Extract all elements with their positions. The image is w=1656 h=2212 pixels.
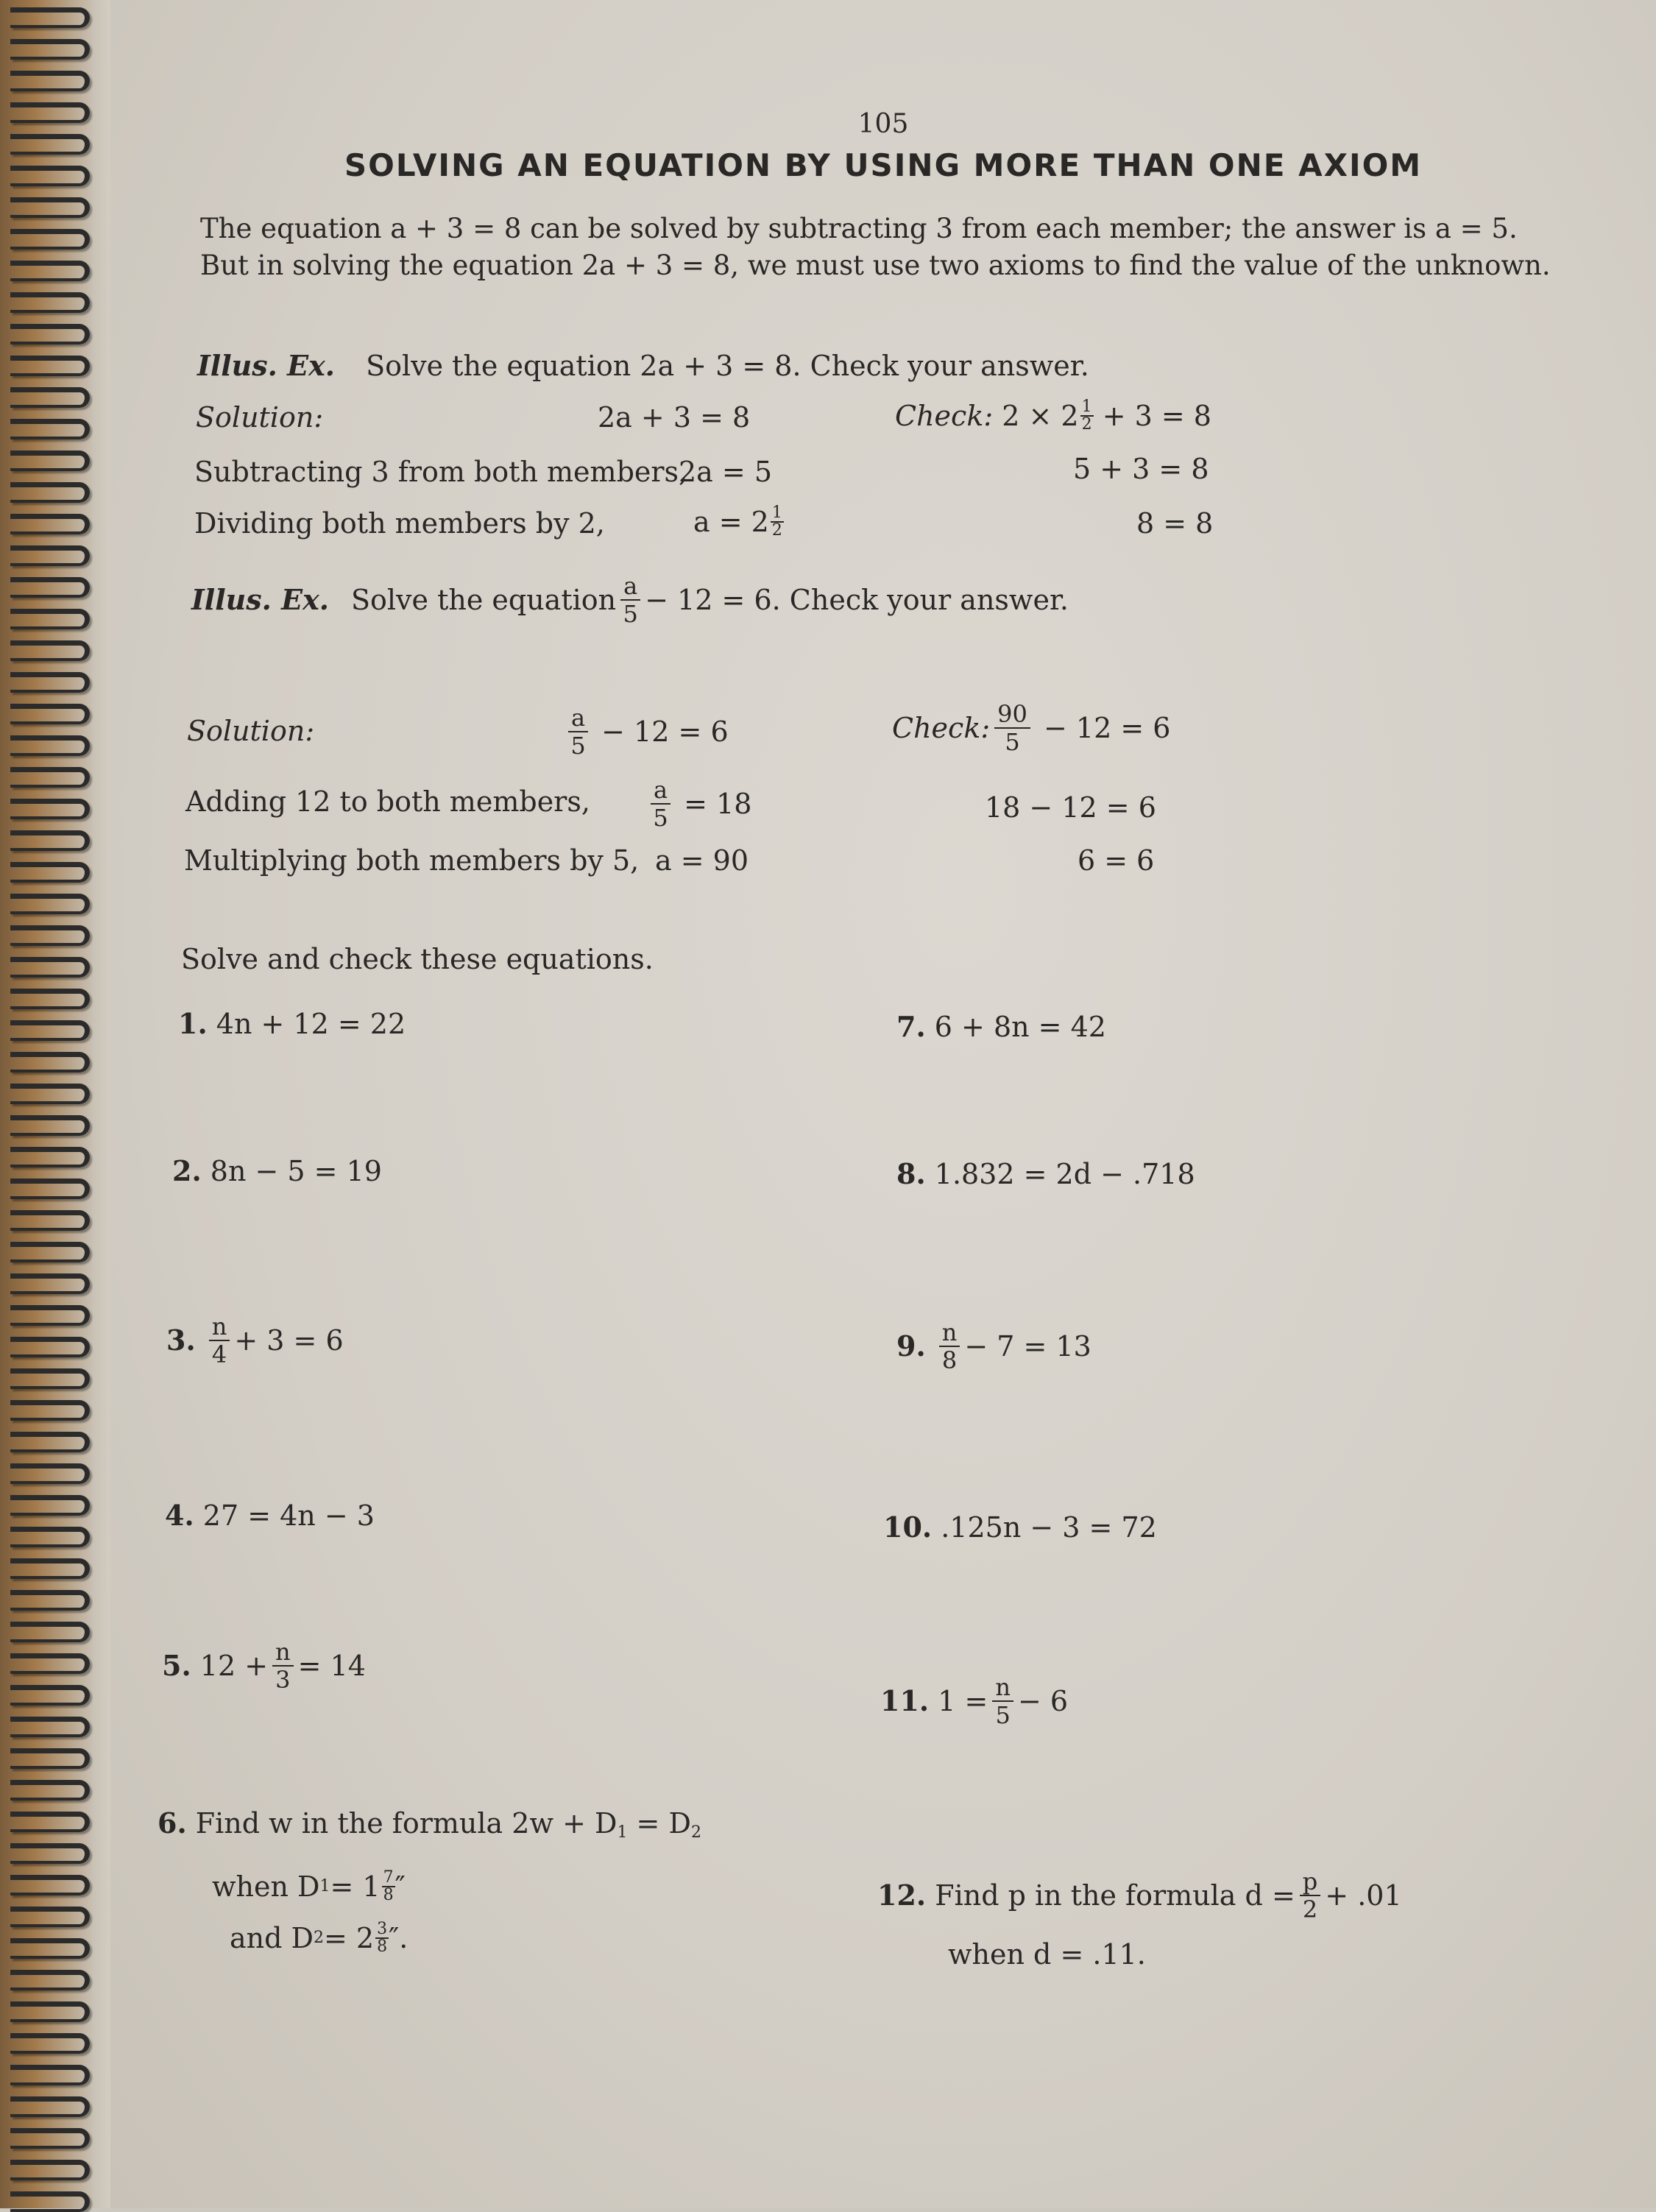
spiral-coil (10, 1495, 90, 1516)
spiral-coil (10, 387, 90, 408)
spiral-coil (10, 2191, 90, 2212)
spiral-coil (10, 1558, 90, 1579)
spiral-coil (10, 577, 90, 598)
spiral-coil (10, 1400, 90, 1421)
spiral-coil (10, 1717, 90, 1737)
spiral-coil (10, 1432, 90, 1452)
spiral-coil (10, 2001, 90, 2022)
spiral-coil (10, 799, 90, 819)
example-2-step3: Multiplying both members by 5, (184, 844, 640, 877)
example-2-eq3: a = 90 (655, 844, 749, 877)
spiral-coil (10, 1147, 90, 1167)
spiral-coil (10, 1052, 90, 1073)
spiral-coil (10, 2065, 90, 2085)
spiral-coil (10, 735, 90, 756)
exercise-7: 7. 6 + 8n = 42 (896, 1010, 1106, 1043)
exercise-12: 12. Find p in the formula d = $\frac{p}{2}$ + .01 (877, 1868, 1402, 1923)
exercise-9: 9. $\frac{n}{8}$ − 7 = 13 (896, 1318, 1091, 1374)
exercise-3: 3. $\frac{n}{4}$ + 3 = 6 (166, 1312, 344, 1368)
exercise-11: 11. 1 = $\frac{n}{5}$ − 6 (880, 1673, 1069, 1729)
spiral-coil (10, 1463, 90, 1484)
example-1-eq3: a = 2 $\frac{1}{2}$ (693, 503, 782, 540)
spiral-coil (10, 1305, 90, 1326)
spiral-coil (10, 1812, 90, 1832)
example-1-check-label: Check: (895, 400, 994, 432)
spiral-coil (10, 71, 90, 91)
spiral-coil (10, 1337, 90, 1357)
spiral-coil (10, 1875, 90, 1895)
spiral-coil (10, 672, 90, 693)
exercise-6-when-2: and D 2 = 2 $\frac{3}{8}$ ″. (230, 1920, 408, 1956)
spiral-coil (10, 1970, 90, 1990)
example-2-eq1: $\frac{a}{5}$ − 12 = 6 (564, 702, 729, 757)
spiral-coil (10, 1843, 90, 1864)
spiral-coil (10, 2128, 90, 2149)
exercise-8: 8. 1.832 = 2d − .718 (896, 1157, 1195, 1190)
spiral-coil (10, 1527, 90, 1547)
spiral-coil (10, 1179, 90, 1199)
example-2-eq2: $\frac{a}{5}$ = 18 (646, 774, 751, 830)
spiral-coil (10, 767, 90, 788)
spiral-coil (10, 1590, 90, 1611)
example-2: Illus. Ex. Solve the equation $\frac{a}{5}$ − 12 = 6. Check your answer. (191, 572, 1069, 628)
spiral-coil (10, 1938, 90, 1959)
exercises-heading: Solve and check these equations. (181, 943, 654, 975)
spiral-coil (10, 640, 90, 661)
example-1-eq2: 2a = 5 (679, 456, 773, 488)
spiral-coil (10, 609, 90, 629)
exercise-2: 2. 8n − 5 = 19 (172, 1154, 382, 1187)
example-1-solution-label: Solution: (196, 401, 324, 434)
example-2-check2: 18 − 12 = 6 (985, 791, 1156, 824)
spiral-coil (10, 229, 90, 250)
spiral-coil (10, 197, 90, 218)
exercise-6-when-1: when D 1 = 1 $\frac{7}{8}$ ″ (212, 1868, 406, 1904)
example-2-check-label: Check: (892, 712, 991, 744)
spiral-coil (10, 2033, 90, 2054)
spiral-coil (10, 1242, 90, 1262)
spiral-coil (10, 7, 90, 28)
spiral-coil (10, 2096, 90, 2117)
intro-line-2: But in solving the equation 2a + 3 = 8, we must use two axioms to find the value of the unknown. (200, 250, 1551, 281)
example-2-check1: Check: $\frac{90}{5}$ − 12 = 6 (892, 700, 1171, 756)
spiral-coil (10, 482, 90, 503)
spiral-coil (10, 1622, 90, 1642)
example-1-check3: 8 = 8 (1136, 507, 1214, 540)
spiral-coil (10, 545, 90, 566)
spiral-coil (10, 1273, 90, 1294)
example-2-step2: Adding 12 to both members, (185, 785, 590, 818)
example-2-solution-label: Solution: (187, 715, 315, 747)
example-2-check3: 6 = 6 (1078, 844, 1155, 877)
spiral-coil (10, 356, 90, 376)
spiral-coil (10, 1020, 90, 1041)
spiral-coil (10, 1115, 90, 1136)
spiral-coil (10, 1907, 90, 1927)
spiral-coil (10, 1653, 90, 1674)
spiral-coil (10, 989, 90, 1009)
exercise-5: 5. 12 + $\frac{n}{3}$ = 14 (162, 1638, 366, 1694)
spiral-coil (10, 514, 90, 534)
spiral-coil (10, 261, 90, 281)
spiral-coil (10, 830, 90, 851)
page-title: SOLVING AN EQUATION BY USING MORE THAN ONE AXIOM (344, 147, 1423, 183)
example-1-check2: 5 + 3 = 8 (1073, 453, 1209, 485)
spiral-coil (10, 39, 90, 60)
spiral-coil (10, 1685, 90, 1706)
spiral-coil (10, 1084, 90, 1104)
spiral-coil (10, 450, 90, 471)
spiral-coil (10, 292, 90, 313)
spiral-coil (10, 862, 90, 883)
example-1-step2: Subtracting 3 from both members, (194, 456, 688, 488)
spiral-coil (10, 925, 90, 946)
exercise-12-when: when d = .11. (948, 1938, 1146, 1971)
spiral-coil (10, 894, 90, 914)
example-1-eq1: 2a + 3 = 8 (598, 401, 751, 434)
example-1 (197, 349, 1089, 382)
spiral-coil (10, 166, 90, 186)
example-1-label: Illus. Ex. (197, 349, 335, 382)
spiral-coil (10, 134, 90, 155)
spiral-coil (10, 704, 90, 724)
example-1-check1: Check: 2 × 2 $\frac{1}{2}$ + 3 = 8 (895, 397, 1211, 434)
spiral-coil (10, 957, 90, 978)
exercise-4: 4. 27 = 4n − 3 (165, 1499, 375, 1532)
spiral-coil (10, 419, 90, 439)
spiral-coil (10, 1748, 90, 1769)
example-1-step3: Dividing both members by 2, (194, 507, 605, 540)
exercise-10: 10. .125n − 3 = 72 (883, 1510, 1157, 1544)
spiral-binding (0, 0, 110, 2208)
spiral-coil (10, 1368, 90, 1389)
spiral-coil (10, 1780, 90, 1801)
spiral-coil (10, 2160, 90, 2180)
spiral-coil (10, 324, 90, 344)
example-1-prompt: Solve the equation 2a + 3 = 8. Check your answer. (366, 350, 1089, 382)
spiral-coil (10, 102, 90, 123)
book-page (110, 0, 1656, 2208)
intro-line-1: The equation a + 3 = 8 can be solved by subtracting 3 from each member; the answer is a = 5. (200, 213, 1518, 244)
exercise-6: 6. Find w in the formula $2w + D_1 = D_2$ (158, 1806, 701, 1842)
exercise-1: 1. 4n + 12 = 22 (178, 1007, 406, 1040)
page-number: 105 (857, 109, 909, 139)
example-2-label: Illus. Ex. (191, 583, 329, 616)
spiral-coil (10, 1210, 90, 1231)
